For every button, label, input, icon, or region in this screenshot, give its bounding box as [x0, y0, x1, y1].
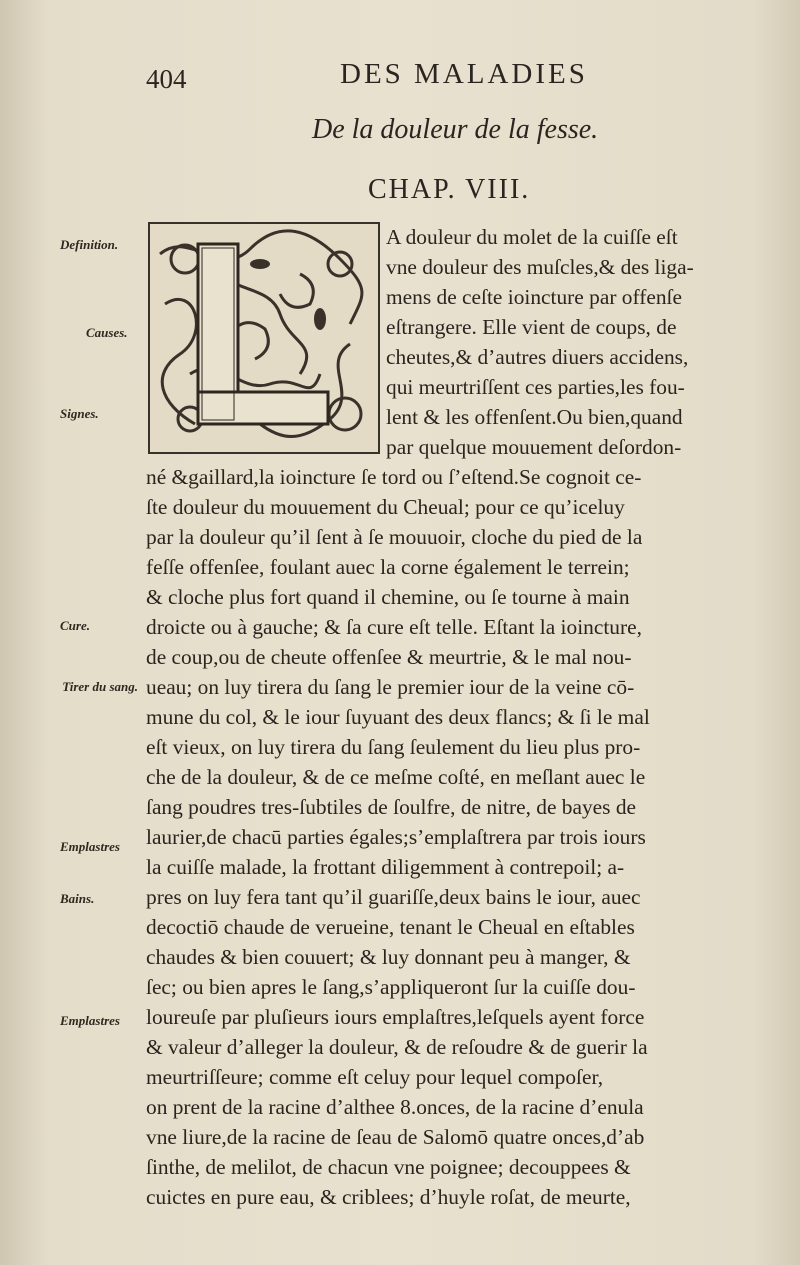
text-line: cuictes en pure eau, & criblees; d’huyle roſat, de meurte,: [146, 1185, 631, 1209]
page-number: 404: [146, 64, 187, 94]
text-line: loureuſe par pluſieurs iours emplaſtres,leſquels ayent force: [146, 1005, 645, 1029]
text-line: mune du col, & le iour ſuyuant des deux flancs; & ſi le mal: [146, 705, 650, 729]
text-line: né &gaillard,la ioincture ſe tord ou ſ’eſtend.Se cognoit ce-: [146, 465, 642, 489]
text-line: vne douleur des muſcles,& des liga-: [386, 255, 694, 279]
text-line: mens de ceſte ioincture par offenſe: [386, 285, 682, 309]
text-line: laurier,de chacū parties égales;s’emplaſtrera par trois iours: [146, 825, 646, 849]
text-line: vne liure,de la racine de ſeau de Salomō quatre onces,d’ab: [146, 1125, 645, 1149]
text-line: on prent de la racine d’althee 8.onces, de la racine d’enula: [146, 1095, 644, 1119]
floral-ornament-icon: [150, 224, 378, 452]
text-line: droicte ou à gauche; & ſa cure eſt telle. Eſtant la ioincture,: [146, 615, 642, 639]
text-line: eſt vieux, on luy tirera du ſang ſeulement du lieu plus pro-: [146, 735, 641, 759]
section-title: De la douleur de la fesse.: [312, 114, 599, 145]
margin-note-signes: Signes.: [60, 406, 99, 421]
text-line: lent & les offenſent.Ou bien,quand: [386, 405, 683, 429]
margin-note-tirer-du-sang: Tirer du sang.: [62, 679, 138, 694]
text-line: feſſe offenſee, foulant auec la corne également le terrein;: [146, 555, 630, 579]
text-line: la cuiſſe malade, la frottant diligemment à contrepoil; a-: [146, 855, 625, 879]
text-line: ſte douleur du mouuement du Cheual; pour ce qu’iceluy: [146, 495, 625, 519]
text-line: qui meurtriſſent ces parties,les fou-: [386, 375, 685, 399]
text-line: eſtrangere. Elle vient de coups, de: [386, 315, 677, 339]
text-line: & cloche plus fort quand il chemine, ou ſe tourne à main: [146, 585, 630, 609]
text-line: de coup,ou de cheute offenſee & meurtrie, & le mal nou-: [146, 645, 632, 669]
margin-note-cure: Cure.: [60, 618, 90, 633]
text-line: che de la douleur, & de ce meſme coſté, en meſlant auec le: [146, 765, 646, 789]
text-line: par la douleur qu’il ſent à ſe mouuoir, cloche du pied de la: [146, 525, 643, 549]
text-line: decoctiō chaude de verueine, tenant le Cheual en eſtables: [146, 915, 635, 939]
text-line: & valeur d’alleger la douleur, & de reſoudre & de guerir la: [146, 1035, 648, 1059]
text-line: A douleur du molet de la cuiſſe eſt: [386, 225, 678, 249]
margin-note-emplastres: Emplastres: [60, 839, 120, 854]
text-line: ueau; on luy tirera du ſang le premier iour de la veine cō-: [146, 675, 635, 699]
text-line: chaudes & bien couuert; & luy donnant peu à manger, &: [146, 945, 631, 969]
running-head-title: DES MALADIES: [340, 58, 588, 90]
margin-note-emplastres-2: Emplastres: [60, 1013, 120, 1028]
margin-note-bains: Bains.: [60, 891, 95, 906]
text-line: par quelque mouuement deſordon-: [386, 435, 682, 459]
text-line: cheutes,& d’autres diuers accidens,: [386, 345, 689, 369]
text-line: ſang poudres tres-ſubtiles de ſoulfre, de nitre, de bayes de: [146, 795, 637, 819]
running-head: [0, 58, 800, 98]
margin-note-causes: Causes.: [86, 325, 128, 340]
margin-note-definition: Definition.: [60, 237, 119, 252]
text-line: meurtriſſeure; comme eſt celuy pour lequel compoſer,: [146, 1065, 604, 1089]
chapter-title: CHAP. VIII.: [368, 174, 531, 205]
text-line: ſinthe, de melilot, de chacun vne poignee; decouppees &: [146, 1155, 631, 1179]
text-line: ſec; ou bien apres le ſang,s’appliqueront ſur la cuiſſe dou-: [146, 975, 636, 999]
decorated-initial: [148, 222, 380, 454]
text-line: pres on luy fera tant qu’il guariſſe,deux bains le iour, auec: [146, 885, 641, 909]
